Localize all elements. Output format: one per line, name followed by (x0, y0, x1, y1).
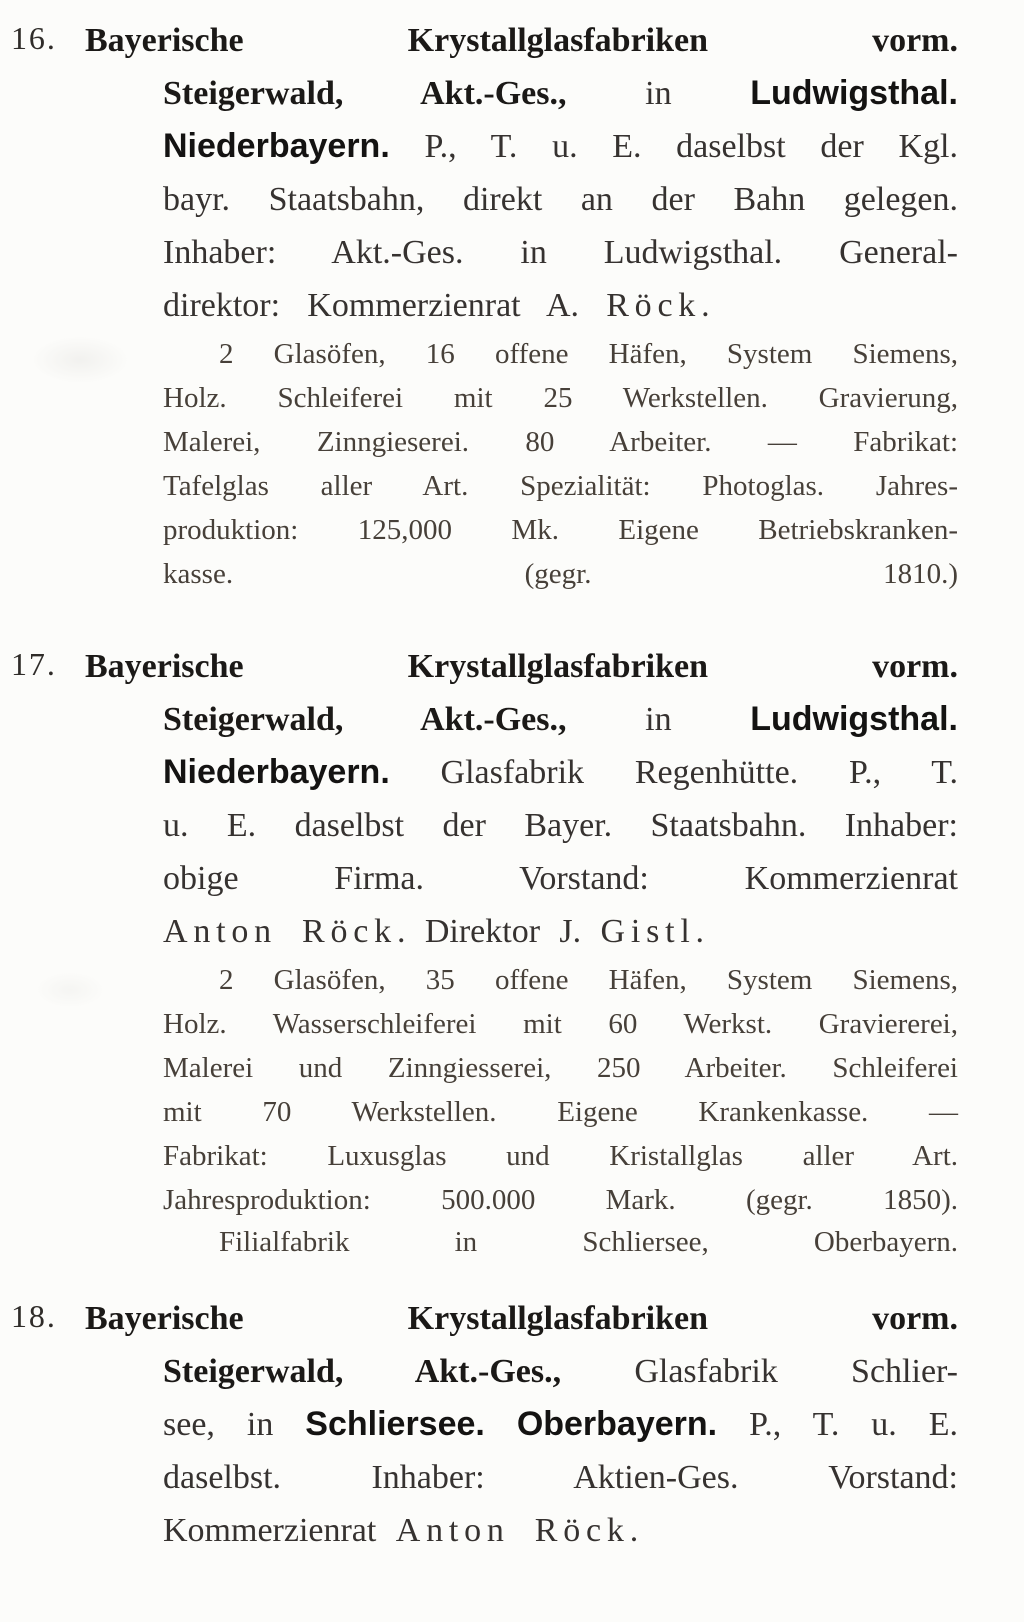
place-name-run: Ludwigsthal. (750, 74, 958, 112)
detail-line: Tafelglas aller Art. Spezialität: Photoglas. Jahres- (163, 470, 958, 502)
detail-line: 2 Glasöfen, 35 offene Häfen, System Siemens, (219, 964, 958, 996)
body-line (163, 279, 958, 332)
plain-text-run: P., T. u. E. daselbst der Kgl. (389, 128, 958, 165)
detail-line: Fabrikat: Luxusglas und Kristallglas aller Art. (163, 1140, 958, 1172)
plain-text-run: in (566, 75, 751, 112)
headline-line (85, 640, 958, 693)
detail-line: Malerei, Zinngieserei. 80 Arbeiter. — Fabrikat: (163, 426, 958, 458)
person-name-run: Röck (606, 287, 702, 324)
plain-text-run: . (701, 287, 710, 324)
plain-text-run: Kommerzienrat (163, 1512, 396, 1549)
plain-text-run (485, 1406, 517, 1443)
company-name-run: Steigerwald, Akt.-Ges., (163, 75, 567, 112)
plain-text-run: . (695, 913, 705, 950)
body-line (163, 1504, 958, 1557)
plain-text-run: . (629, 1512, 639, 1549)
body-line (163, 1451, 958, 1504)
detail-line: Malerei und Zinngiesserei, 250 Arbeiter. Schleiferei (163, 1052, 958, 1084)
body-line (163, 226, 958, 279)
plain-text-run: u. E. daselbst der Bayer. Staatsbahn. Inhaber: (163, 807, 958, 844)
body-line (163, 120, 958, 173)
detail-line: mit 70 Werkstellen. Eigene Krankenkasse. — (163, 1096, 958, 1128)
detail-line: Holz. Schleiferei mit 25 Werkstellen. Gravierung, (163, 382, 958, 414)
place-name-run: Niederbayern. (163, 753, 390, 791)
plain-text-run: direktor: Kommerzienrat A. (163, 287, 607, 324)
branch-note-line: Filialfabrik in Schliersee, Oberbayern. (219, 1226, 958, 1258)
headline-line (163, 693, 958, 746)
body-line (163, 905, 958, 958)
directory-entry-17 (11, 640, 958, 1262)
company-name-run: Bayerische Krystallglasfabriken vorm. (85, 22, 958, 59)
plain-text-run: see, in (163, 1406, 306, 1443)
headline-line (85, 1292, 958, 1345)
plain-text-run: bayr. Staatsbahn, direkt an der Bahn gelegen. (163, 181, 958, 218)
detail-line: Holz. Wasserschleiferei mit 60 Werkst. Graviererei, (163, 1008, 958, 1040)
person-name-run: Anton Röck (163, 913, 397, 950)
plain-text-run: P., T. u. E. (717, 1406, 959, 1443)
plain-text-run: Inhaber: Akt.-Ges. in Ludwigsthal. General- (163, 234, 958, 271)
place-name-run: Ludwigsthal. (750, 700, 958, 738)
entry-number: 18. (11, 1298, 57, 1334)
plain-text-run: Glasfabrik Regenhütte. P., T. (389, 754, 958, 791)
detail-line: kasse. (gegr. 1810.) (163, 558, 958, 590)
detail-line: Jahresproduktion: 500.000 Mark. (gegr. 1850). (163, 1184, 958, 1216)
headline-line (163, 67, 958, 120)
plain-text-run: obige Firma. Vorstand: Kommerzienrat (163, 860, 958, 897)
company-name-run: Steigerwald, Akt.-Ges., (163, 701, 567, 738)
entry-number: 16. (11, 20, 57, 56)
body-line (163, 1398, 958, 1451)
company-name-run: Steigerwald, Akt.-Ges., (163, 1353, 562, 1390)
place-name-run: Oberbayern. (516, 1405, 718, 1443)
detail-line: produktion: 125,000 Mk. Eigene Betriebskranken- (163, 514, 958, 546)
person-name-run: Gistl (600, 913, 696, 950)
entry-number: 17. (11, 646, 57, 682)
headline-line (163, 1345, 958, 1398)
plain-text-run: Glasfabrik Schlier- (561, 1353, 959, 1390)
body-line (163, 173, 958, 226)
directory-entry-18 (11, 1292, 959, 1557)
company-name-run: Bayerische Krystallglasfabriken vorm. (85, 648, 958, 685)
directory-entry-16 (11, 14, 958, 596)
body-line (163, 799, 958, 852)
place-name-run: Schliersee. (305, 1405, 485, 1443)
place-name-run: Niederbayern. (163, 127, 390, 165)
body-line (163, 746, 958, 799)
headline-line (85, 14, 958, 67)
body-line (163, 852, 958, 905)
plain-text-run: . Direktor J. (396, 913, 601, 950)
plain-text-run: in (566, 701, 751, 738)
detail-line: 2 Glasöfen, 16 offene Häfen, System Siemens, (219, 338, 958, 370)
plain-text-run: daselbst. Inhaber: Aktien-Ges. Vorstand: (163, 1459, 958, 1496)
person-name-run: Anton Röck (395, 1512, 630, 1549)
company-name-run: Bayerische Krystallglasfabriken vorm. (85, 1300, 958, 1337)
